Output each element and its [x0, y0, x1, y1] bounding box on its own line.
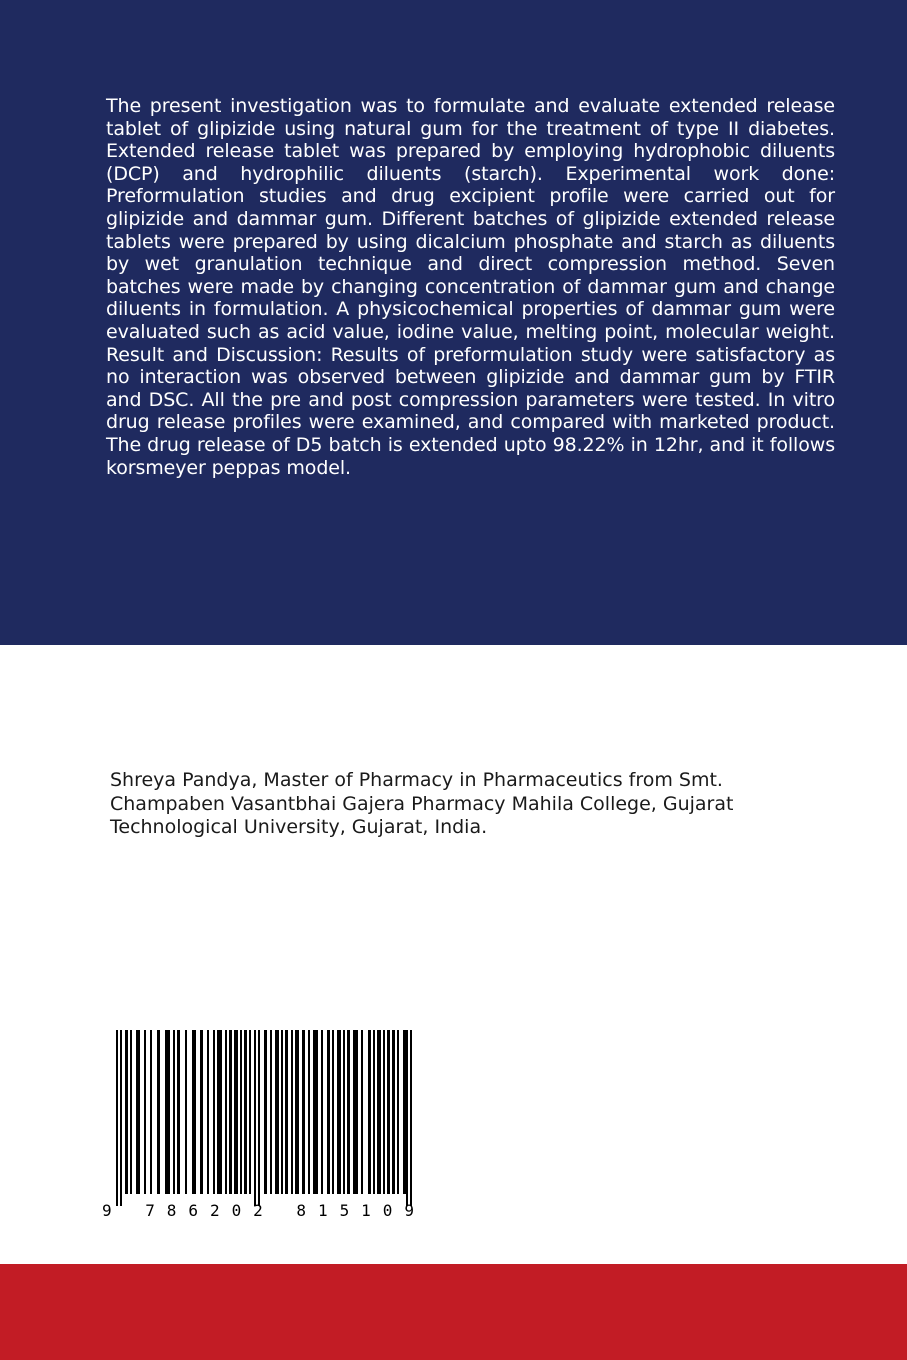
barcode-bar	[249, 1030, 251, 1194]
barcode-bar	[150, 1030, 152, 1194]
barcode-bar	[281, 1030, 283, 1194]
barcode-bar	[130, 1030, 132, 1194]
barcode-guard-bar	[406, 1030, 408, 1206]
barcode-bar	[213, 1030, 215, 1194]
barcode-bar	[327, 1030, 330, 1194]
barcode-bars	[116, 1030, 412, 1206]
barcode-guard-bar	[254, 1030, 256, 1206]
barcode-bar	[332, 1030, 334, 1194]
barcode-bar	[244, 1030, 247, 1194]
barcode-guard-bar	[120, 1030, 122, 1206]
barcode-bar	[173, 1030, 175, 1194]
barcode-bar	[392, 1030, 395, 1194]
book-abstract: The present investigation was to formulate and evaluate extended release tablet of glipizide using natural gum for the treatment of type II diabetes. Extended release tablet was prepared by employing hydrophobic diluents (DCP) and hydrophilic diluents (starch). Experimental work done: Preformulation studies and drug excipient profile were carried out for glipizide and dammar gum. Different batches of glipizide extended release tablets were prepared by using dicalcium phosphate and starch as diluents by wet granulation technique and direct compression method. Seven batches were made by changing concentration of dammar gum and change diluents in formulation. A physicochemical properties of dammar gum were evaluated such as acid value, iodine value, melting point, molecular weight. Result and Discussion: Results of preformulation study were satisfactory as no interaction was observed between glipizide and dammar gum by FTIR and DSC. All the pre and post compression parameters were tested. In vitro drug release profiles were examined, and compared with marketed product. The drug release of D5 batch is extended upto 98.22% in 12hr, and it follows korsmeyer peppas model.	[106, 95, 835, 479]
barcode-bar	[270, 1030, 272, 1194]
barcode-bar	[192, 1030, 196, 1194]
barcode-guard-bar	[258, 1030, 260, 1206]
barcode-bar	[165, 1030, 170, 1194]
barcode-bar	[229, 1030, 232, 1194]
barcode-bar	[136, 1030, 140, 1194]
barcode-bar	[285, 1030, 288, 1194]
barcode-bar	[337, 1030, 341, 1194]
barcode-bar	[377, 1030, 381, 1194]
barcode-bar	[343, 1030, 345, 1194]
barcode-bar	[321, 1030, 323, 1194]
barcode-bar	[264, 1030, 267, 1194]
barcode-bar	[200, 1030, 203, 1194]
barcode-guard-bar	[410, 1030, 412, 1206]
barcode-bar	[207, 1030, 209, 1194]
barcode-bar	[217, 1030, 222, 1194]
barcode-bar	[383, 1030, 385, 1194]
barcode-guard-bar	[116, 1030, 118, 1206]
barcode-bar	[387, 1030, 390, 1194]
barcode-digits: 9 786202 815109	[102, 1201, 414, 1220]
barcode-bar	[353, 1030, 358, 1194]
barcode-bar	[397, 1030, 399, 1194]
barcode-bar	[302, 1030, 305, 1194]
top-color-band	[0, 0, 907, 645]
barcode-bar	[144, 1030, 146, 1194]
barcode-bar	[177, 1030, 180, 1194]
barcode-bar	[368, 1030, 371, 1194]
barcode-bar	[347, 1030, 350, 1194]
barcode-bar	[225, 1030, 227, 1194]
barcode-bar	[291, 1030, 293, 1194]
barcode-bar	[157, 1030, 160, 1194]
barcode-bar	[185, 1030, 187, 1194]
barcode-bar	[373, 1030, 375, 1194]
isbn-barcode	[100, 1030, 430, 1230]
barcode-bar	[361, 1030, 363, 1194]
barcode-bar	[313, 1030, 318, 1194]
barcode-bar	[240, 1030, 242, 1194]
author-bio: Shreya Pandya, Master of Pharmacy in Pharmaceutics from Smt. Champaben Vasantbhai Gajera Pharmacy Mahila College, Gujarat Technological University, Gujarat, India.	[110, 769, 734, 838]
barcode-bar	[295, 1030, 299, 1194]
barcode-bar	[308, 1030, 310, 1194]
barcode-bar	[125, 1030, 128, 1194]
barcode-bar	[234, 1030, 238, 1194]
bottom-color-band	[0, 1264, 907, 1360]
barcode-bar	[275, 1030, 279, 1194]
